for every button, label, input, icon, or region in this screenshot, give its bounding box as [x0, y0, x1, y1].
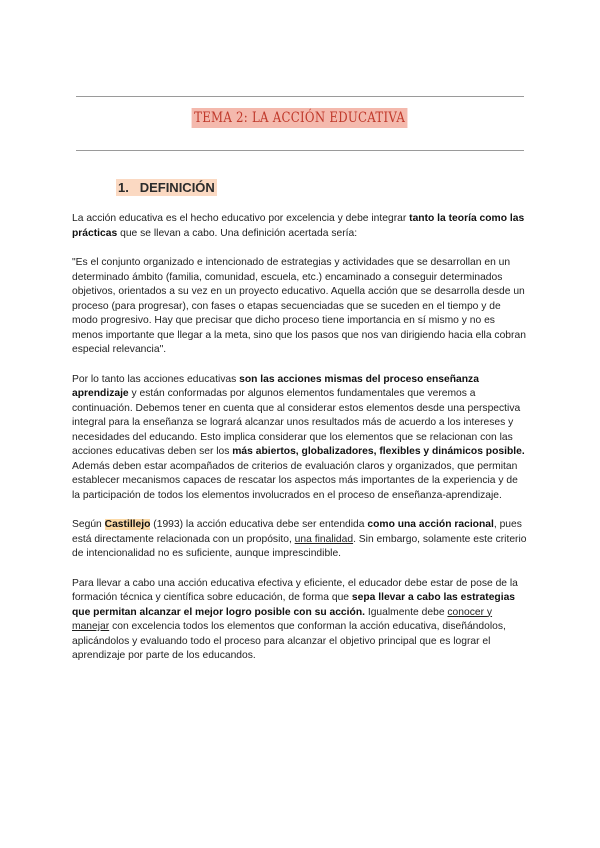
top-divider [76, 96, 524, 97]
text-run: Según [72, 519, 105, 530]
underlined-run: conocer y manejar [72, 606, 493, 632]
bold-run: tanto la teoría como las prácticas [72, 213, 525, 239]
text-run: que se llevan a cabo. Una definición acertada sería: [117, 227, 358, 239]
document-body [72, 212, 528, 679]
document-title: TEMA 2: LA ACCIÓN EDUCATIVA [192, 108, 408, 128]
text-run: Además deben estar acompañados de criterios de evaluación claros y organizados, que permitan establecer mecanismos capaces de rescatar los aspectos más importantes de la experiencia y de la participación de todos los elementos involucrados en el proceso de enseñanza-aprendizaje. [72, 460, 518, 501]
text-run: y están conformadas por algunos elementos fundamentales que veremos a continuación. Debemos tener en cuenta que al considerar estos elementos desde una perspectiva integral para la enseñanza se logrará alcanzar unos resultados más de acuerdo a los intereses y necesidades del educando. Esto implica considerar que los elementos que se relacionan con las acciones educativas deben ser los [72, 388, 521, 457]
paragraph-quote: "Es el conjunto organizado e intencionado de estrategias y actividades que se desarrollan en un determinado ámbito (familia, comunidad, escuela, etc.) encaminado a conseguir determinados objetivos, orientados a su vez en un proyecto educativo. Aquella acción que se desarrolla desde un proceso (para progresar), con fases o etapas secuenciadas que se suceden en el tiempo y de modo progresivo. Hay que precisar que dicho proceso tiene importancia en sí mismo y no es menos importante que llegar a la meta, sino que los pasos que nos van dirigiendo hacia ella cobran especial relevancia". [72, 257, 526, 355]
bold-run: como una acción racional [367, 519, 494, 530]
section-heading [116, 180, 217, 195]
text-run: Igualmente debe [364, 606, 448, 618]
text-run: . Sin embargo, solamente este criterio de intencionalidad no es suficiente, aunque imprescindible. [72, 533, 527, 559]
paragraph-castillejo [72, 518, 528, 562]
bold-run: más abiertos, globalizadores, flexibles y dinámicos posible. [232, 446, 525, 457]
title-container [0, 108, 600, 128]
section-title: DEFINICIÓN [139, 180, 215, 195]
bold-run: sepa llevar a cabo las estrategias que permitan alcanzar el mejor logro posible con su acción. [72, 592, 516, 618]
section-number: 1. [118, 180, 129, 195]
text-run: , pues está directamente relacionada con un propósito, [72, 519, 522, 545]
text-run: (1993) la acción educativa debe ser entendida [150, 519, 368, 530]
paragraph-intro [72, 212, 528, 241]
paragraph-actions [72, 373, 528, 504]
bottom-divider [76, 150, 524, 151]
underlined-run: una finalidad [294, 533, 354, 545]
section-heading-highlight [116, 179, 217, 196]
text-run: La acción educativa es el hecho educativo por excelencia y debe integrar [72, 213, 410, 224]
paragraph-educator [72, 577, 528, 664]
text-run: Para llevar a cabo una acción educativa efectiva y eficiente, el educador debe estar de pose de la formación técnica y científica sobre educación, de forma que [72, 577, 518, 603]
text-run: Por lo tanto las acciones educativas [72, 373, 240, 385]
text-run: con excelencia todos los elementos que conforman la acción educativa, diseñándolos, aplicándolos y evaluando todo el proceso para alcanzar el objetivo principal que es lograr el aprendizaje por parte de los educandos. [72, 621, 506, 661]
bold-run: son las acciones mismas del proceso enseñanza aprendizaje [72, 373, 479, 399]
highlighted-author: Castillejo [104, 519, 151, 530]
